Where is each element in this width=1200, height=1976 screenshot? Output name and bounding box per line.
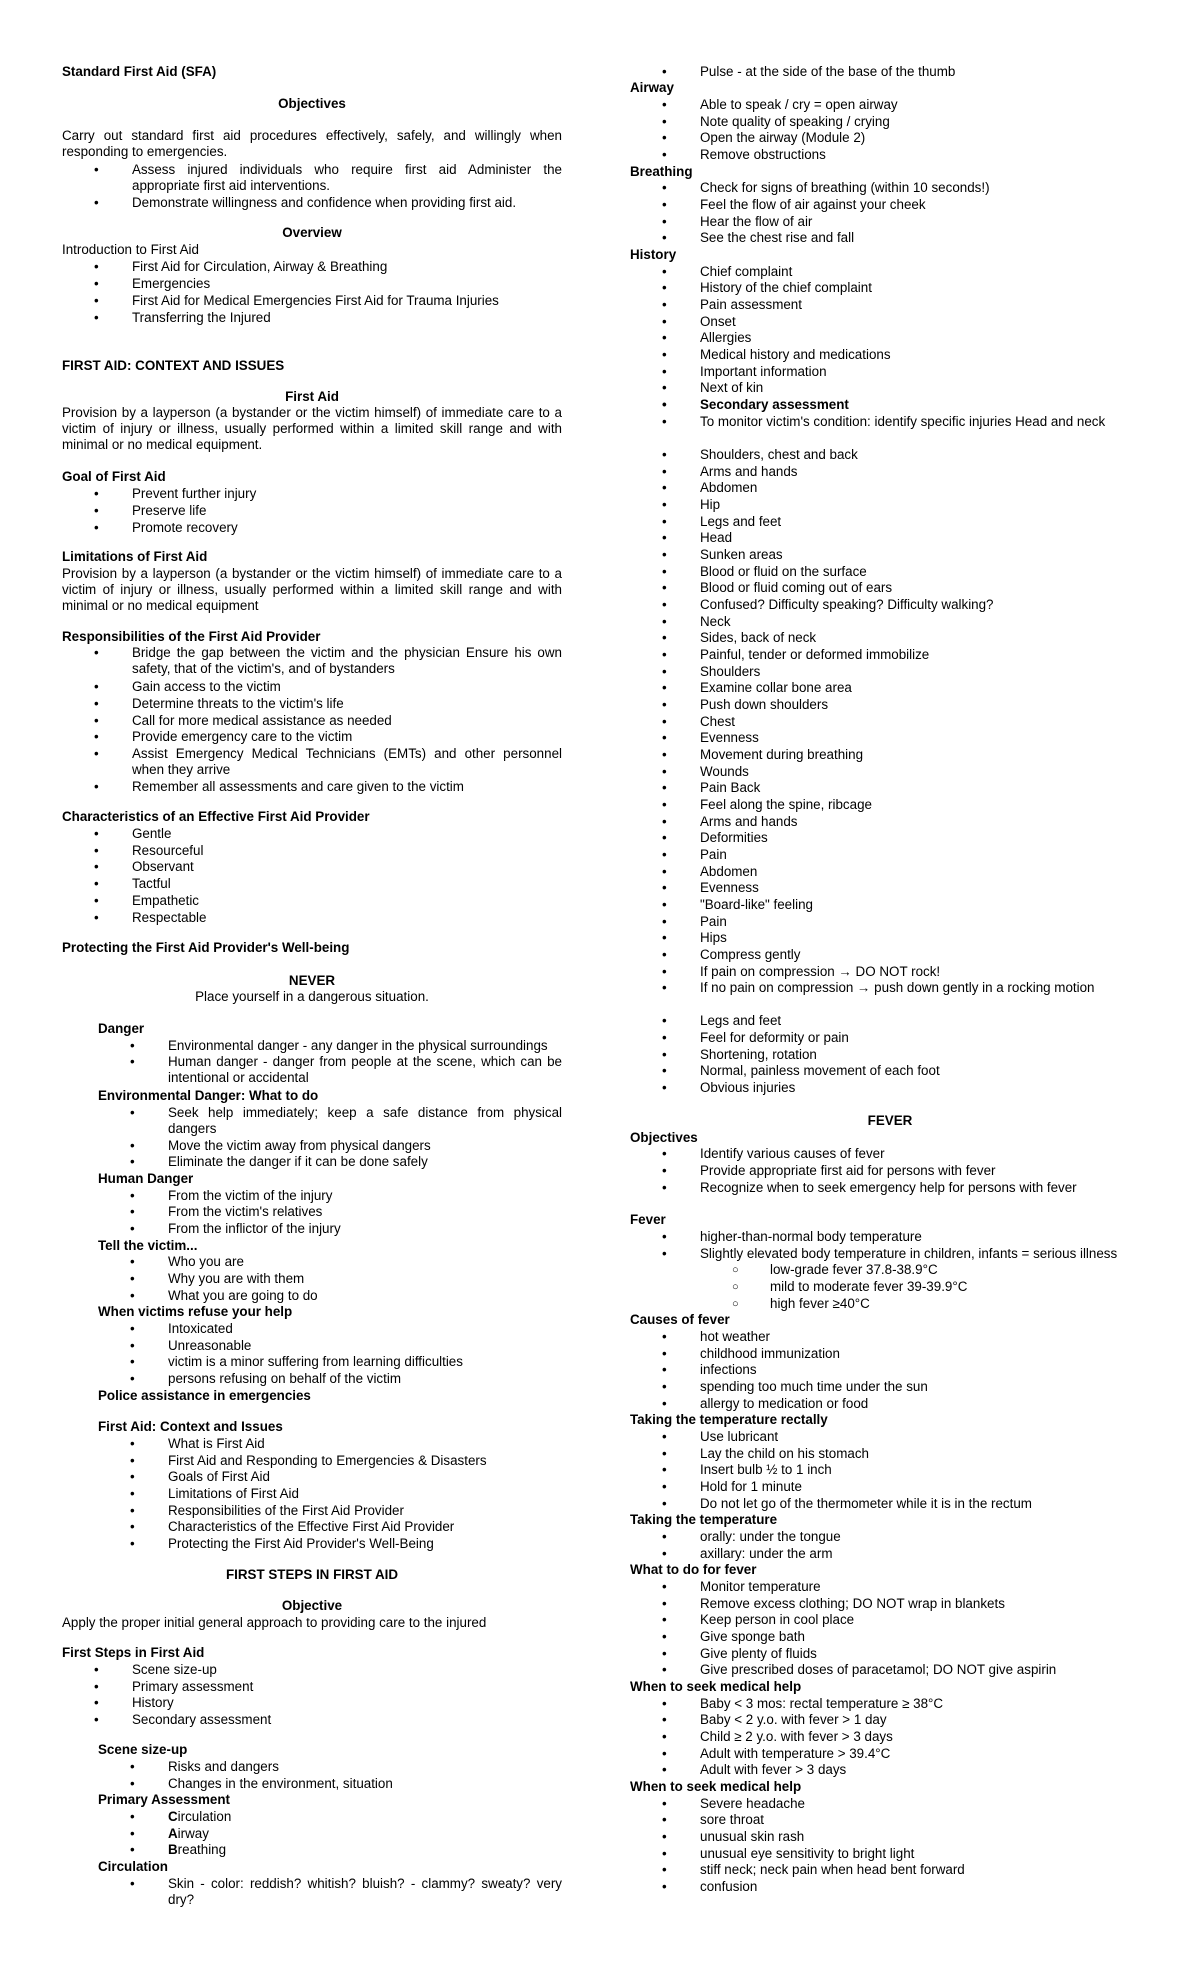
centered-heading: NEVER <box>288 973 336 988</box>
list-item: • Painful, tender or deformed immobilize <box>630 647 1150 663</box>
list-item: • Adult with temperature > 39.4°C <box>630 1746 1150 1762</box>
list-item: • Pain <box>630 847 1150 863</box>
list-item: • Insert bulb ½ to 1 inch <box>630 1462 1150 1478</box>
section-heading: History <box>630 247 677 262</box>
list-item: • Seek help immediately; keep a safe distance from physical dangers <box>62 1105 562 1137</box>
sub-heading: Circulation <box>98 1859 168 1874</box>
list-item: • axillary: under the arm <box>630 1546 1150 1562</box>
paragraph: Apply the proper initial general approach to providing care to the injured <box>62 1615 487 1630</box>
list-item: • Examine collar bone area <box>630 680 1150 696</box>
list-item: • childhood immunization <box>630 1346 1150 1362</box>
section-heading: FIRST AID: CONTEXT AND ISSUES <box>62 358 285 373</box>
list-item: • confusion <box>630 1879 1150 1895</box>
list-item: • Observant <box>62 859 562 875</box>
list-item: • Do not let go of the thermometer while it is in the rectum <box>630 1496 1150 1512</box>
section-heading: Fever <box>630 1212 666 1227</box>
list-item: • If no pain on compression → push down gently in a rocking motion <box>630 980 1150 996</box>
list-item: • Why you are with them <box>62 1271 562 1287</box>
list-item: • Evenness <box>630 880 1150 896</box>
list-item: • Hip <box>630 497 1150 513</box>
list-item: • Pulse - at the side of the base of the thumb <box>630 64 1150 80</box>
centered-heading: Objective <box>281 1598 343 1613</box>
section-heading: Characteristics of an Effective First Aid Provider <box>62 809 370 824</box>
list-item: • Scene size-up <box>62 1662 562 1678</box>
list-item: • Changes in the environment, situation <box>62 1776 562 1792</box>
list-item: • First Aid for Medical Emergencies First Aid for Trauma Injuries <box>62 293 562 309</box>
sub-heading: Environmental Danger: What to do <box>98 1088 319 1103</box>
list-item: • Able to speak / cry = open airway <box>630 97 1150 113</box>
list-item: • Compress gently <box>630 947 1150 963</box>
section-heading: When to seek medical help <box>630 1679 802 1694</box>
list-item: • Limitations of First Aid <box>62 1486 562 1502</box>
list-item: • Emergencies <box>62 276 562 292</box>
list-item: • victim is a minor suffering from learning difficulties <box>62 1354 562 1370</box>
list-item: • stiff neck; neck pain when head bent forward <box>630 1862 1150 1878</box>
list-item: • Environmental danger - any danger in the physical surroundings <box>62 1038 562 1054</box>
list-item: • Pain assessment <box>630 297 1150 313</box>
list-item: • Child ≥ 2 y.o. with fever > 3 days <box>630 1729 1150 1745</box>
list-item: • Eliminate the danger if it can be done safely <box>62 1154 562 1170</box>
sub-list-item: ○ low-grade fever 37.8-38.9°C <box>630 1262 1150 1278</box>
section-heading: Taking the temperature rectally <box>630 1412 828 1427</box>
list-item: • Secondary assessment <box>630 397 1150 413</box>
paragraph: Introduction to First Aid <box>62 242 199 257</box>
list-item: • Normal, painless movement of each foot <box>630 1063 1150 1079</box>
list-item: • Wounds <box>630 764 1150 780</box>
list-item: • Blood or fluid on the surface <box>630 564 1150 580</box>
sub-heading: Scene size-up <box>98 1742 188 1757</box>
list-item: • Human danger - danger from people at the scene, which can be intentional or accidental <box>62 1054 562 1086</box>
list-item: • Identify various causes of fever <box>630 1146 1150 1162</box>
list-item: • Legs and feet <box>630 1013 1150 1029</box>
list-item: • sore throat <box>630 1812 1150 1828</box>
list-item: • Give plenty of fluids <box>630 1646 1150 1662</box>
list-item: • Provide emergency care to the victim <box>62 729 562 745</box>
sub-heading: Police assistance in emergencies <box>98 1388 311 1403</box>
list-item: • From the victim of the injury <box>62 1188 562 1204</box>
list-item: • infections <box>630 1362 1150 1378</box>
sub-heading: When victims refuse your help <box>98 1304 293 1319</box>
section-heading: What to do for fever <box>630 1562 757 1577</box>
list-item: • Onset <box>630 314 1150 330</box>
list-item: • Who you are <box>62 1254 562 1270</box>
list-item: • allergy to medication or food <box>630 1396 1150 1412</box>
list-item: • Push down shoulders <box>630 697 1150 713</box>
list-item: • Pain Back <box>630 780 1150 796</box>
list-item: • Confused? Difficulty speaking? Difficulty walking? <box>630 597 1150 613</box>
list-item: • Determine threats to the victim's life <box>62 696 562 712</box>
list-item: • Unreasonable <box>62 1338 562 1354</box>
list-item: • Evenness <box>630 730 1150 746</box>
list-item: • Respectable <box>62 910 562 926</box>
list-item: • From the inflictor of the injury <box>62 1221 562 1237</box>
list-item: • Baby < 2 y.o. with fever > 1 day <box>630 1712 1150 1728</box>
sub-list-item: ○ high fever ≥40°C <box>630 1296 1150 1312</box>
list-item: • Movement during breathing <box>630 747 1150 763</box>
section-heading: Airway <box>630 80 674 95</box>
list-item: • Empathetic <box>62 893 562 909</box>
list-item: • Chest <box>630 714 1150 730</box>
list-item: • Arms and hands <box>630 464 1150 480</box>
list-item: • Intoxicated <box>62 1321 562 1337</box>
list-item: • Primary assessment <box>62 1679 562 1695</box>
list-item: • Abdomen <box>630 480 1150 496</box>
list-item: • Demonstrate willingness and confidence when providing first aid. <box>62 195 562 211</box>
list-item: • Shortening, rotation <box>630 1047 1150 1063</box>
list-item: • Circulation <box>62 1809 562 1825</box>
section-heading: Standard First Aid (SFA) <box>62 64 217 79</box>
list-item: • Chief complaint <box>630 264 1150 280</box>
list-item: • Preserve life <box>62 503 562 519</box>
list-item: • Feel the flow of air against your cheek <box>630 197 1150 213</box>
sub-heading: Danger <box>98 1021 145 1036</box>
list-item: • Hold for 1 minute <box>630 1479 1150 1495</box>
list-item: • Baby < 3 mos: rectal temperature ≥ 38°C <box>630 1696 1150 1712</box>
list-item: • What you are going to do <box>62 1288 562 1304</box>
list-item: • Abdomen <box>630 864 1150 880</box>
list-item: • Blood or fluid coming out of ears <box>630 580 1150 596</box>
list-item: • See the chest rise and fall <box>630 230 1150 246</box>
list-item: • Remove excess clothing; DO NOT wrap in blankets <box>630 1596 1150 1612</box>
list-item: • Characteristics of the Effective First Aid Provider <box>62 1519 562 1535</box>
list-item: • spending too much time under the sun <box>630 1379 1150 1395</box>
list-item: • Shoulders, chest and back <box>630 447 1150 463</box>
list-item: • Feel for deformity or pain <box>630 1030 1150 1046</box>
section-heading: First Steps in First Aid <box>62 1645 205 1660</box>
list-item: • higher-than-normal body temperature <box>630 1229 1150 1245</box>
list-item: • Responsibilities of the First Aid Provider <box>62 1503 562 1519</box>
list-item: • First Aid and Responding to Emergencies & Disasters <box>62 1453 562 1469</box>
centered-heading: FIRST STEPS IN FIRST AID <box>225 1567 399 1582</box>
list-item: • Hear the flow of air <box>630 214 1150 230</box>
list-item: • unusual skin rash <box>630 1829 1150 1845</box>
list-item: • Obvious injuries <box>630 1080 1150 1096</box>
list-item: • Skin - color: reddish? whitish? bluish? - clammy? sweaty? very dry? <box>62 1876 562 1908</box>
list-item: • Goals of First Aid <box>62 1469 562 1485</box>
list-item: • Allergies <box>630 330 1150 346</box>
section-heading: Causes of fever <box>630 1312 730 1327</box>
list-item: • From the victim's relatives <box>62 1204 562 1220</box>
sub-list-item: ○ mild to moderate fever 39-39.9°C <box>630 1279 1150 1295</box>
list-item: • Sides, back of neck <box>630 630 1150 646</box>
list-item: • Lay the child on his stomach <box>630 1446 1150 1462</box>
sub-heading: Human Danger <box>98 1171 194 1186</box>
list-item: • Airway <box>62 1826 562 1842</box>
list-item: • Next of kin <box>630 380 1150 396</box>
centered-heading: Overview <box>282 225 342 240</box>
list-item: • Deformities <box>630 830 1150 846</box>
list-item: • Use lubricant <box>630 1429 1150 1445</box>
list-item: • Bridge the gap between the victim and the physician Ensure his own safety, that of the victim's, and of bystanders <box>62 645 562 677</box>
list-item: • hot weather <box>630 1329 1150 1345</box>
list-item: • persons refusing on behalf of the victim <box>62 1371 562 1387</box>
list-item: • Arms and hands <box>630 814 1150 830</box>
list-item: • Recognize when to seek emergency help for persons with fever <box>630 1180 1150 1196</box>
list-item: • Prevent further injury <box>62 486 562 502</box>
section-heading: Responsibilities of the First Aid Provider <box>62 629 321 644</box>
sub-heading: First Aid: Context and Issues <box>98 1419 283 1434</box>
list-item: • Promote recovery <box>62 520 562 536</box>
list-item: • Medical history and medications <box>630 347 1150 363</box>
centered-heading: Objectives <box>278 96 346 111</box>
list-item: • Gain access to the victim <box>62 679 562 695</box>
list-item: • Resourceful <box>62 843 562 859</box>
section-heading: Protecting the First Aid Provider's Well-being <box>62 940 350 955</box>
centered-heading: First Aid <box>285 389 339 404</box>
list-item: • History <box>62 1695 562 1711</box>
sub-heading: Tell the victim... <box>98 1238 198 1253</box>
list-item: • Risks and dangers <box>62 1759 562 1775</box>
list-item: • Transferring the Injured <box>62 310 562 326</box>
list-item: • Assess injured individuals who require first aid Administer the appropriate first aid interventions. <box>62 162 562 194</box>
list-item: • Gentle <box>62 826 562 842</box>
list-item: • Shoulders <box>630 664 1150 680</box>
paragraph: Carry out standard first aid procedures effectively, safely, and willingly when responding to emergencies. <box>62 128 562 159</box>
list-item: • Important information <box>630 364 1150 380</box>
list-item: • Protecting the First Aid Provider's Well-Being <box>62 1536 562 1552</box>
list-item: • Hips <box>630 930 1150 946</box>
list-item: • Head <box>630 530 1150 546</box>
paragraph: Provision by a layperson (a bystander or the victim himself) of immediate care to a victim of injury or illness, usually performed within a limited skill range and with minimal or no medical equipment <box>62 566 562 613</box>
section-heading: Breathing <box>630 164 693 179</box>
section-heading: Objectives <box>630 1130 698 1145</box>
list-item: • Remove obstructions <box>630 147 1150 163</box>
list-item: • orally: under the tongue <box>630 1529 1150 1545</box>
list-item: • Slightly elevated body temperature in children, infants = serious illness <box>630 1246 1150 1262</box>
list-item: • History of the chief complaint <box>630 280 1150 296</box>
list-item: • Note quality of speaking / crying <box>630 114 1150 130</box>
list-item: • Give prescribed doses of paracetamol; DO NOT give aspirin <box>630 1662 1150 1678</box>
list-item: • unusual eye sensitivity to bright light <box>630 1846 1150 1862</box>
list-item: • If pain on compression → DO NOT rock! <box>630 964 1150 980</box>
section-heading: When to seek medical help <box>630 1779 802 1794</box>
list-item: • What is First Aid <box>62 1436 562 1452</box>
centered-heading: FEVER <box>867 1113 913 1128</box>
sub-heading: Primary Assessment <box>98 1792 230 1807</box>
list-item: • Assist Emergency Medical Technicians (EMTs) and other personnel when they arrive <box>62 746 562 778</box>
section-heading: Limitations of First Aid <box>62 549 208 564</box>
list-item: • Secondary assessment <box>62 1712 562 1728</box>
list-item: • First Aid for Circulation, Airway & Breathing <box>62 259 562 275</box>
paragraph: Place yourself in a dangerous situation. <box>195 989 429 1004</box>
list-item: • Breathing <box>62 1842 562 1858</box>
list-item: • Call for more medical assistance as needed <box>62 713 562 729</box>
section-heading: Goal of First Aid <box>62 469 166 484</box>
list-item: • Give sponge bath <box>630 1629 1150 1645</box>
list-item: • Adult with fever > 3 days <box>630 1762 1150 1778</box>
list-item: • Remember all assessments and care given to the victim <box>62 779 562 795</box>
list-item: • "Board-like" feeling <box>630 897 1150 913</box>
list-item: • Keep person in cool place <box>630 1612 1150 1628</box>
list-item: • To monitor victim's condition: identify specific injuries Head and neck <box>630 414 1150 430</box>
list-item: • Severe headache <box>630 1796 1150 1812</box>
list-item: • Monitor temperature <box>630 1579 1150 1595</box>
list-item: • Legs and feet <box>630 514 1150 530</box>
list-item: • Move the victim away from physical dangers <box>62 1138 562 1154</box>
paragraph: Provision by a layperson (a bystander or the victim himself) of immediate care to a victim of injury or illness, usually performed within a limited skill range and with minimal or no medical equipment. <box>62 405 562 452</box>
list-item: • Open the airway (Module 2) <box>630 130 1150 146</box>
section-heading: Taking the temperature <box>630 1512 778 1527</box>
list-item: • Tactful <box>62 876 562 892</box>
list-item: • Neck <box>630 614 1150 630</box>
list-item: • Feel along the spine, ribcage <box>630 797 1150 813</box>
list-item: • Sunken areas <box>630 547 1150 563</box>
list-item: • Check for signs of breathing (within 10 seconds!) <box>630 180 1150 196</box>
list-item: • Provide appropriate first aid for persons with fever <box>630 1163 1150 1179</box>
list-item: • Pain <box>630 914 1150 930</box>
